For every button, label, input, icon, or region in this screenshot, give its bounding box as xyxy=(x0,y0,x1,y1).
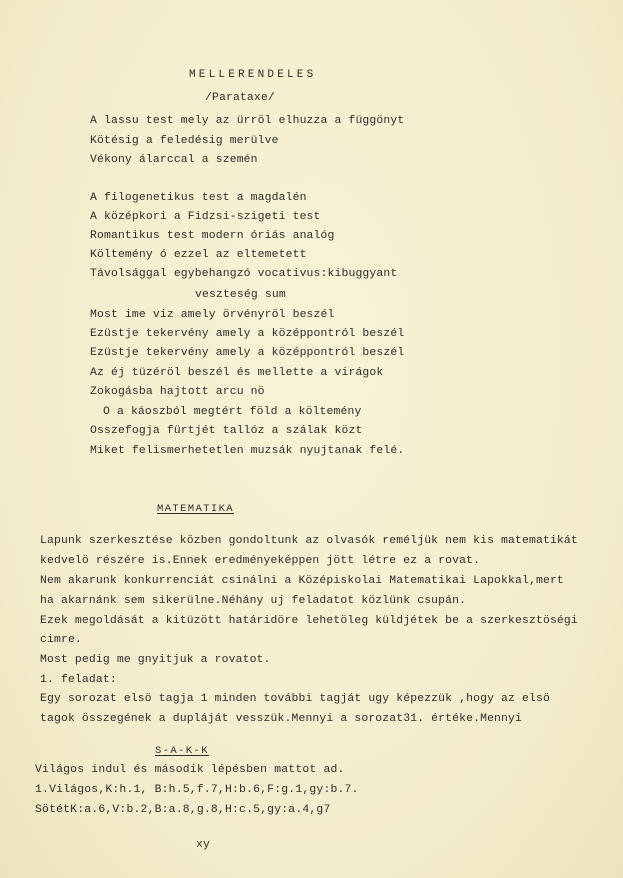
task-line: tagok összegének a dupláját vesszük.Mennyi a sorozat31. értéke.Mennyi xyxy=(40,713,522,725)
poem-line: Költemény ó ezzel az eltemetett xyxy=(90,249,307,261)
footer-mark: xy xyxy=(196,839,210,851)
poem-line: Zokogásba hajtott arcu nö xyxy=(90,386,265,398)
paragraph-line: kedvelö részére is.Ennek eredményeképpen jött létre ez a rovat. xyxy=(40,555,481,567)
poem-line: Ezüstje tekervény amely a középpontról beszél xyxy=(90,328,405,340)
chess-line: 1.Világos,K:h.1, B:h.5,f.7,H:b.6,F:g.1,gy:b.7. xyxy=(35,784,359,796)
page-subtitle: /Parataxe/ xyxy=(205,92,275,104)
poem-line: veszteség sum xyxy=(195,289,286,301)
paragraph-line: Nem akarunk konkurrenciát csinálni a Középiskolai Matematikai Lapokkal,mert xyxy=(40,575,564,587)
poem-line: Ezüstje tekervény amely a középpontról beszél xyxy=(90,347,405,359)
sakk-heading: S-A-K-K xyxy=(155,745,209,757)
poem-line: Miket felismerhetetlen muzsák nyujtanak felé. xyxy=(90,445,405,457)
paragraph-line: Lapunk szerkesztése közben gondoltunk az olvasók reméljük nem kis matematikát xyxy=(40,535,578,547)
poem-line: Most ime viz amely örvényröl beszél xyxy=(90,309,335,321)
poem-line: A lassu test mely az ürröl elhuzza a függönyt xyxy=(90,115,405,127)
task-label: 1. feladat: xyxy=(40,674,117,686)
chess-line: Világos indul és második lépésben mattot ad. xyxy=(35,764,345,776)
poem-line: Vékony álarccal a szemén xyxy=(90,154,258,166)
poem-line: Távolsággal egybehangzó vocativus:kibuggyant xyxy=(90,268,398,280)
paragraph-line: cimre. xyxy=(40,634,82,646)
poem-line: A filogenetikus test a magdalén xyxy=(90,192,307,204)
poem-line: A középkori a Fidzsi-szigeti test xyxy=(90,211,321,223)
page-title: MELLERENDELES xyxy=(189,69,317,81)
matematika-heading: MATEMATIKA xyxy=(157,503,235,515)
poem-line: Romantikus test modern óriás analóg xyxy=(90,230,335,242)
paragraph-line: Most pedig me gnyitjuk a rovatot. xyxy=(40,654,271,666)
paragraph-line: ha akarnánk sem sikerülne.Néhány uj feladatot közlünk csupán. xyxy=(40,595,467,607)
poem-line: Osszefogja fürtjét tallóz a szálak közt xyxy=(90,425,363,437)
paragraph-line: Ezek megoldását a kitüzött határidöre lehetöleg küldjétek be a szerkesztöségi xyxy=(40,615,578,627)
poem-line: O a káoszból megtért föld a költemény xyxy=(103,406,362,418)
poem-line: Az éj tüzéröl beszél és mellette a virágok xyxy=(90,367,384,379)
poem-line: Kötésig a feledésig merülve xyxy=(90,135,279,147)
chess-line: SötétK:a.6,V:b.2,B:a.8,g.8,H:c.5,gy:a.4,g7 xyxy=(35,804,331,816)
task-line: Egy sorozat elsö tagja 1 minden további tagját ugy képezzük ,hogy az elsö xyxy=(40,693,550,705)
